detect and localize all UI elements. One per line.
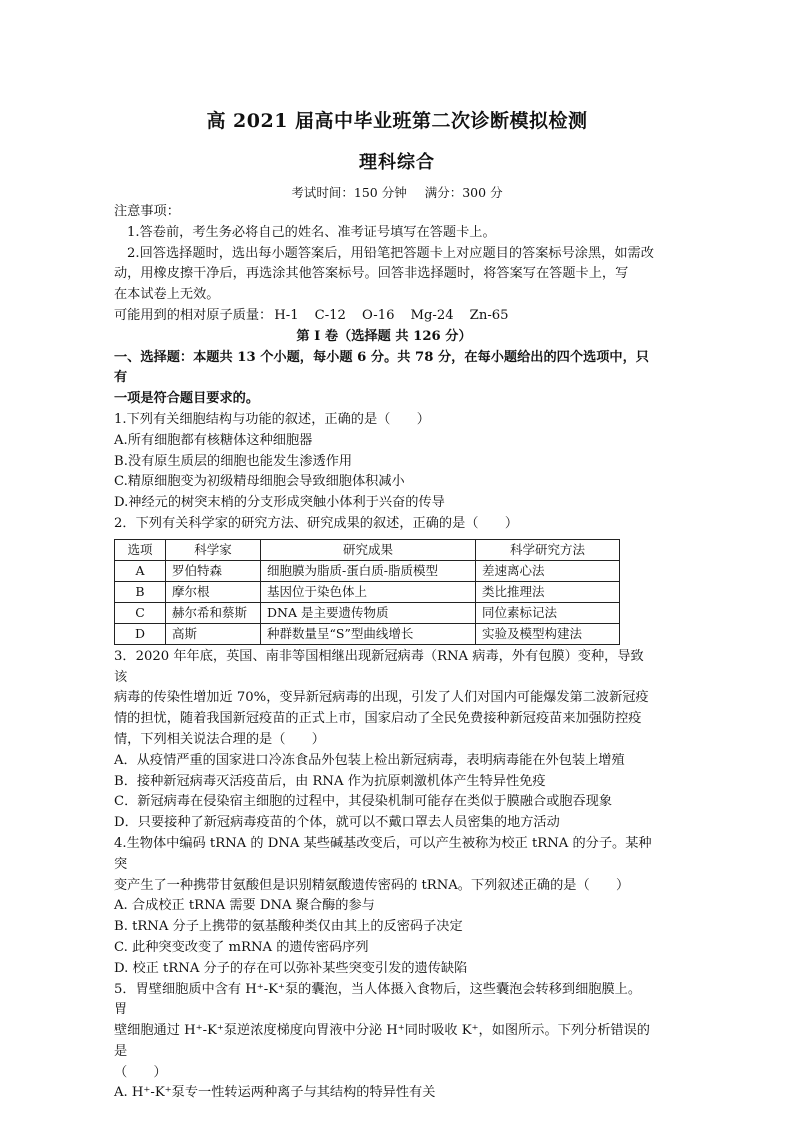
q2-cell-scientist: 罗伯特森 — [166, 560, 261, 581]
q3-option-c: C．新冠病毒在侵染宿主细胞的过程中，其侵染机制可能存在类似于膜融合或胞吞现象 — [114, 794, 613, 810]
q5-line-3: （ ） — [114, 1064, 167, 1080]
q2-cell-option: C — [115, 602, 166, 623]
q2-cell-method: 差速离心法 — [476, 560, 620, 581]
q2-header-result: 研究成果 — [261, 539, 476, 560]
q2-stem: 2．下列有关科学家的研究方法、研究成果的叙述，正确的是（ ） — [114, 515, 519, 531]
q5-option-a: A. H⁺-K⁺泵专一性转运两种离子与其结构的特异性有关 — [114, 1085, 436, 1101]
q2-header-scientist: 科学家 — [166, 539, 261, 560]
exam-body — [114, 202, 654, 1104]
q3-option-d: D．只要接种了新冠病毒疫苗的个体，就可以不戴口罩去人员密集的地方活动 — [114, 815, 560, 831]
q1-option-b: B.没有原生质层的细胞也能发生渗透作用 — [114, 453, 353, 469]
exam-subtitle: 理科综合 — [359, 152, 435, 173]
q1-option-a: A.所有细胞都有核糖体这种细胞器 — [114, 432, 313, 448]
q2-cell-scientist: 赫尔希和蔡斯 — [166, 602, 261, 623]
q2-cell-option: A — [115, 560, 166, 581]
atom-zn: Zn-65 — [469, 307, 509, 323]
q1-option-c: C.精原细胞变为初级精母细胞会导致细胞体积减小 — [114, 474, 405, 490]
q2-header-option: 选项 — [115, 539, 166, 560]
q4-line-2: 变产生了一种携带甘氨酸但是识别精氨酸遗传密码的 tRNA。下列叙述正确的是（ ） — [114, 877, 630, 893]
q5-line-2: 壁细胞通过 H⁺-K⁺泵逆浓度梯度向胃液中分泌 H⁺同时吸收 K⁺，如图所示。下列分析错误的是 — [114, 1023, 650, 1059]
atom-h: H-1 — [274, 307, 299, 323]
exam-title: 高 2021 届高中毕业班第二次诊断模拟检测 — [206, 110, 588, 132]
q2-cell-result: 种群数量呈“S”型曲线增长 — [261, 623, 476, 644]
exam-time: 考试时间：150 分钟 — [291, 185, 407, 200]
notes-heading: 注意事项： — [114, 204, 180, 219]
q2-cell-method: 同位素标记法 — [476, 602, 620, 623]
section-instruction-line-1: 一、选择题：本题共 13 个小题，每小题 6 分。共 78 分，在每小题给出的四个选项中，只有 — [114, 349, 649, 386]
q4-option-d: D. 校正 tRNA 分子的存在可以弥补某些突变引发的遗传缺陷 — [114, 960, 468, 976]
table-row — [115, 581, 620, 602]
q2-cell-method: 实验及模型构建法 — [476, 623, 620, 644]
q4-option-c: C. 此种突变改变了 mRNA 的遗传密码序列 — [114, 939, 369, 955]
q2-cell-option: B — [115, 581, 166, 602]
q4-option-b: B. tRNA 分子上携带的氨基酸种类仅由其上的反密码子决定 — [114, 919, 463, 935]
section-header: 第 I 卷（选择题 共 126 分） — [296, 328, 472, 344]
q1-stem: 1.下列有关细胞结构与功能的叙述，正确的是（ ） — [114, 411, 430, 427]
notes-item-2-line-1: 2.回答选择题时，选出每小题答案后，用铅笔把答题卡上对应题目的答案标号涂黑，如需改 — [127, 245, 654, 261]
q5-line-1: 5．胃壁细胞质中含有 H⁺-K⁺泵的囊泡，当人体摄入食物后，这些囊泡会转移到细胞膜上。胃 — [114, 981, 642, 1018]
q2-table-header-row — [115, 539, 620, 560]
q2-cell-option: D — [115, 623, 166, 644]
q2-table — [114, 539, 620, 645]
table-row — [115, 623, 620, 644]
atom-o: O-16 — [361, 307, 395, 323]
q2-cell-scientist: 高斯 — [166, 623, 261, 644]
atomic-masses-label: 可能用到的相对原子质量： — [114, 307, 273, 323]
atom-c: C-12 — [314, 307, 346, 323]
table-row — [115, 560, 620, 581]
q4-line-1: 4.生物体中编码 tRNA 的 DNA 某些碱基改变后，可以产生被称为校正 tRNA 的分子。某种突 — [114, 835, 652, 872]
q2-cell-result: DNA 是主要遗传物质 — [261, 602, 476, 623]
q3-option-b: B．接种新冠病毒灭活疫苗后，由 RNA 作为抗原刺激机体产生特异性免疫 — [114, 773, 546, 789]
atomic-masses — [114, 306, 654, 327]
q2-cell-result: 基因位于染色体上 — [261, 581, 476, 602]
q2-cell-scientist: 摩尔根 — [166, 581, 261, 602]
notes-item-1: 1.答卷前，考生务必将自己的姓名、准考证号填写在答题卡上。 — [127, 224, 496, 240]
q2-cell-method: 类比推理法 — [476, 581, 620, 602]
q4-option-a: A. 合成校正 tRNA 需要 DNA 聚合酶的参与 — [114, 898, 375, 914]
q1-option-d: D.神经元的树突末梢的分支形成突触小体利于兴奋的传导 — [114, 495, 445, 511]
notes-item-2-line-3: 在本试卷上无效。 — [114, 287, 220, 303]
notes-item-2-line-2: 动，用橡皮擦干净后，再选涂其他答案标号。回答非选择题时，将答案写在答题卡上，写 — [114, 266, 629, 282]
q2-header-method: 科学研究方法 — [476, 539, 620, 560]
q3-line-4: 情，下列相关说法合理的是（ ） — [114, 731, 325, 747]
q3-line-1: 3．2020 年年底，英国、南非等国相继出现新冠病毒（RNA 病毒，外有包膜）变种，导致该 — [114, 648, 644, 685]
q3-option-a: A．从疫情严重的国家进口冷冻食品外包装上检出新冠病毒，表明病毒能在外包装上增殖 — [114, 752, 625, 768]
q2-cell-result: 细胞膜为脂质-蛋白质-脂质模型 — [261, 560, 476, 581]
atom-mg: Mg-24 — [410, 307, 454, 323]
full-score: 满分：300 分 — [424, 185, 503, 200]
q3-line-3: 情的担忧，随着我国新冠疫苗的正式上市，国家启动了全民免费接种新冠疫苗来加强防控疫 — [114, 711, 642, 727]
q3-line-2: 病毒的传染性增加近 70%，变异新冠病毒的出现，引发了人们对国内可能爆发第二波新冠疫 — [114, 690, 649, 706]
exam-info — [0, 183, 794, 201]
section-instruction-line-2: 一项是符合题目要求的。 — [114, 391, 260, 407]
table-row — [115, 602, 620, 623]
